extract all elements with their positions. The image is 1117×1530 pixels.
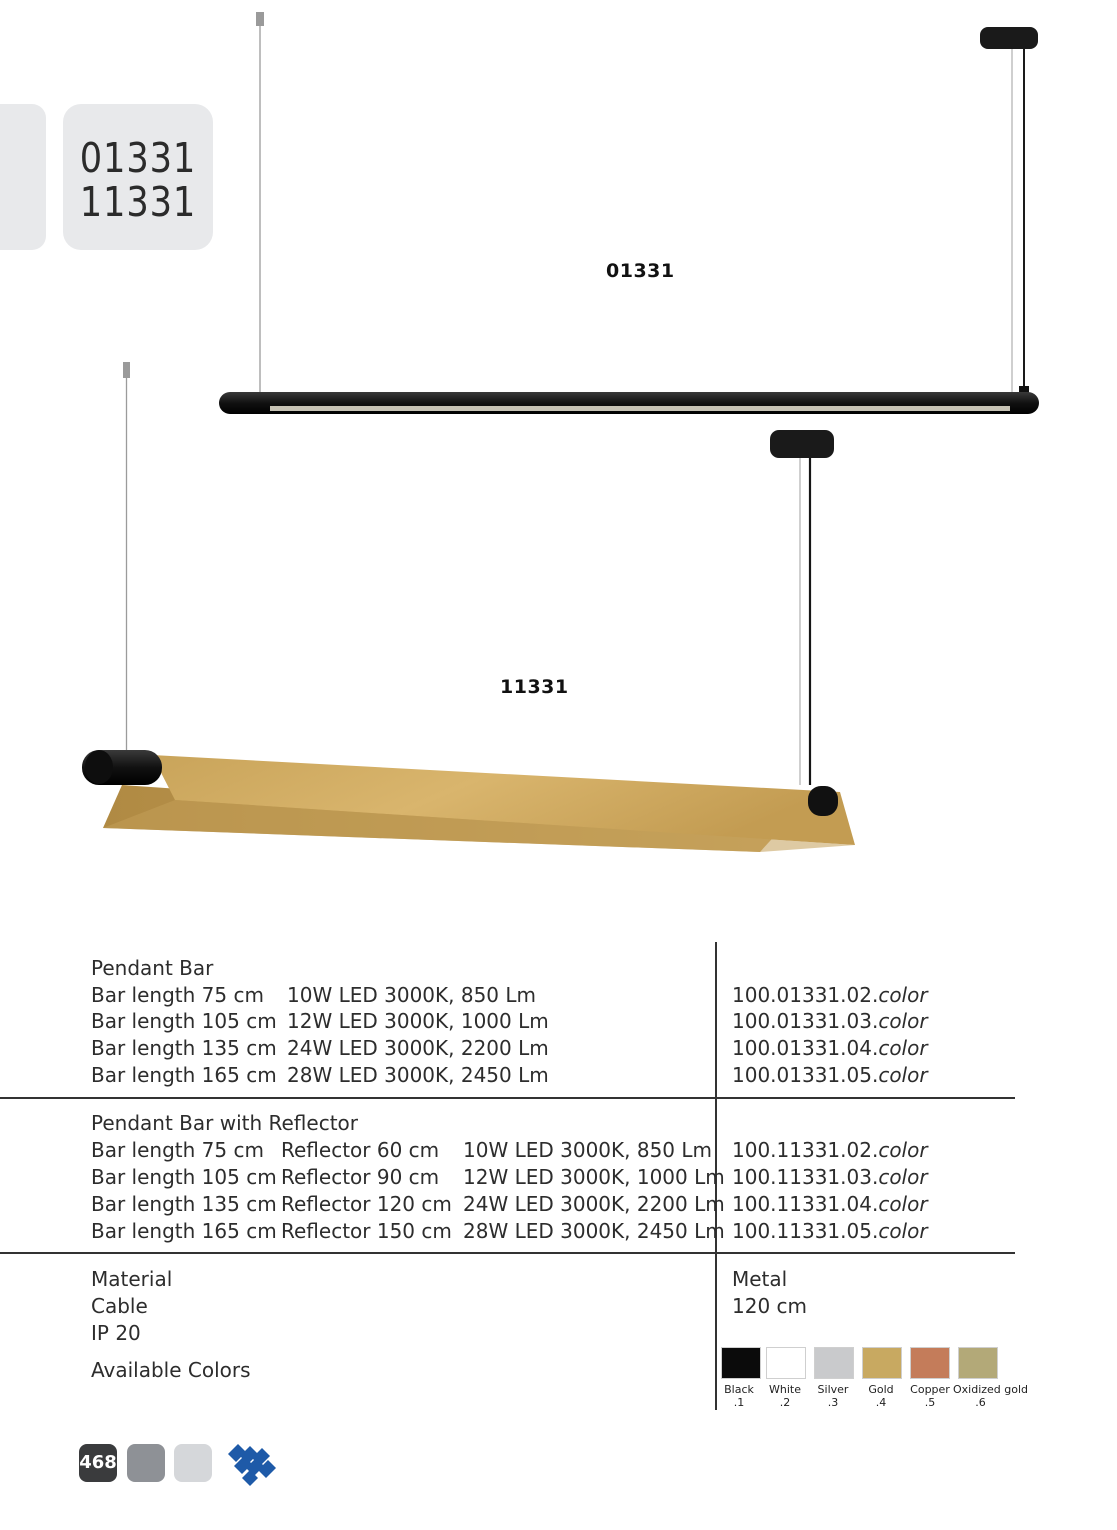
- color-code-silver: .3: [827, 1396, 839, 1409]
- s2-row4-led: 28W LED 3000K, 2450 Lm: [463, 1219, 725, 1243]
- swatch-white: [766, 1347, 806, 1379]
- s2-row2-led: 12W LED 3000K, 1000 Lm: [463, 1165, 725, 1189]
- color-name-black: Black: [724, 1383, 754, 1396]
- s1-row4-led: 28W LED 3000K, 2450 Lm: [287, 1063, 549, 1087]
- color-code-oxidized-gold: .6: [975, 1396, 986, 1409]
- material-label: Material: [91, 1267, 173, 1291]
- swatch-copper: [910, 1347, 950, 1379]
- color-code-black: .1: [733, 1396, 745, 1409]
- s2-row2-reflector: Reflector 90 cm: [281, 1165, 440, 1189]
- cable-label: Cable: [91, 1294, 148, 1318]
- color-name-gold: Gold: [868, 1383, 894, 1396]
- s2-row4-length: Bar length 165 cm: [91, 1219, 277, 1243]
- swatch-silver: [814, 1347, 854, 1379]
- s1-row1-code: 100.01331.02.color: [732, 983, 928, 1007]
- section1-title: Pendant Bar: [91, 956, 214, 980]
- s2-row1-code: 100.11331.02.color: [732, 1138, 928, 1162]
- color-swatch-gold: [862, 1347, 902, 1379]
- s1-row2-length: Bar length 105 cm: [91, 1009, 277, 1033]
- cable-value: 120 cm: [732, 1294, 808, 1318]
- color-code-copper: .5: [924, 1396, 936, 1409]
- s1-row2-led: 12W LED 3000K, 1000 Lm: [287, 1009, 549, 1033]
- s2-row4-reflector: Reflector 150 cm: [281, 1219, 452, 1243]
- s2-row1-length: Bar length 75 cm: [91, 1138, 264, 1162]
- footer-box-light: [174, 1444, 212, 1482]
- s1-row4-code: 100.01331.05.color: [732, 1063, 928, 1087]
- model-label-11331: 11331: [500, 676, 569, 698]
- product-code-1: 01331: [79, 134, 197, 182]
- s2-row3-led: 24W LED 3000K, 2200 Lm: [463, 1192, 725, 1216]
- color-swatch-copper: [910, 1347, 950, 1379]
- swatch-oxidized-gold: [958, 1347, 998, 1379]
- s2-row3-length: Bar length 135 cm: [91, 1192, 277, 1216]
- pendant-bar-reflector-11331: [82, 362, 855, 852]
- s2-row1-reflector: Reflector 60 cm: [281, 1138, 440, 1162]
- color-swatch-white: [766, 1347, 806, 1379]
- brand-logo-icon: [224, 1440, 278, 1486]
- color-swatch-black: [721, 1347, 761, 1379]
- s2-row3-reflector: Reflector 120 cm: [281, 1192, 452, 1216]
- color-swatch-oxidized-gold: [958, 1347, 998, 1379]
- pendant-bar-01331: [219, 12, 1039, 414]
- available-colors-label: Available Colors: [91, 1358, 251, 1382]
- s1-row3-length: Bar length 135 cm: [91, 1036, 277, 1060]
- swatch-black: [721, 1347, 761, 1379]
- page-number: 468: [79, 1444, 117, 1482]
- product-code-2: 11331: [79, 178, 197, 226]
- color-name-oxidized-gold: Oxidized gold: [953, 1383, 1029, 1396]
- color-code-gold: .4: [875, 1396, 887, 1409]
- color-code-white: .2: [779, 1396, 791, 1409]
- color-name-white: White: [769, 1383, 801, 1396]
- s2-row3-code: 100.11331.04.color: [732, 1192, 928, 1216]
- s2-row2-code: 100.11331.03.color: [732, 1165, 928, 1189]
- s2-row4-code: 100.11331.05.color: [732, 1219, 928, 1243]
- section2-title: Pendant Bar with Reflector: [91, 1111, 359, 1135]
- s2-row2-length: Bar length 105 cm: [91, 1165, 277, 1189]
- material-value: Metal: [732, 1267, 788, 1291]
- s1-row1-length: Bar length 75 cm: [91, 983, 264, 1007]
- s1-row3-code: 100.01331.04.color: [732, 1036, 928, 1060]
- s2-row1-led: 10W LED 3000K, 850 Lm: [463, 1138, 713, 1162]
- ip-rating: IP 20: [91, 1321, 141, 1345]
- color-swatch-silver: [814, 1347, 854, 1379]
- model-label-01331: 01331: [606, 260, 675, 282]
- s1-row1-led: 10W LED 3000K, 850 Lm: [287, 983, 537, 1007]
- s1-row3-led: 24W LED 3000K, 2200 Lm: [287, 1036, 549, 1060]
- s1-row4-length: Bar length 165 cm: [91, 1063, 277, 1087]
- row-divider-2: [0, 1252, 1015, 1254]
- row-divider-1: [0, 1097, 1015, 1099]
- color-name-copper: Copper: [910, 1383, 950, 1396]
- s1-row2-code: 100.01331.03.color: [732, 1009, 928, 1033]
- color-name-silver: Silver: [817, 1383, 849, 1396]
- swatch-gold: [862, 1347, 902, 1379]
- footer-box-dark: [127, 1444, 165, 1482]
